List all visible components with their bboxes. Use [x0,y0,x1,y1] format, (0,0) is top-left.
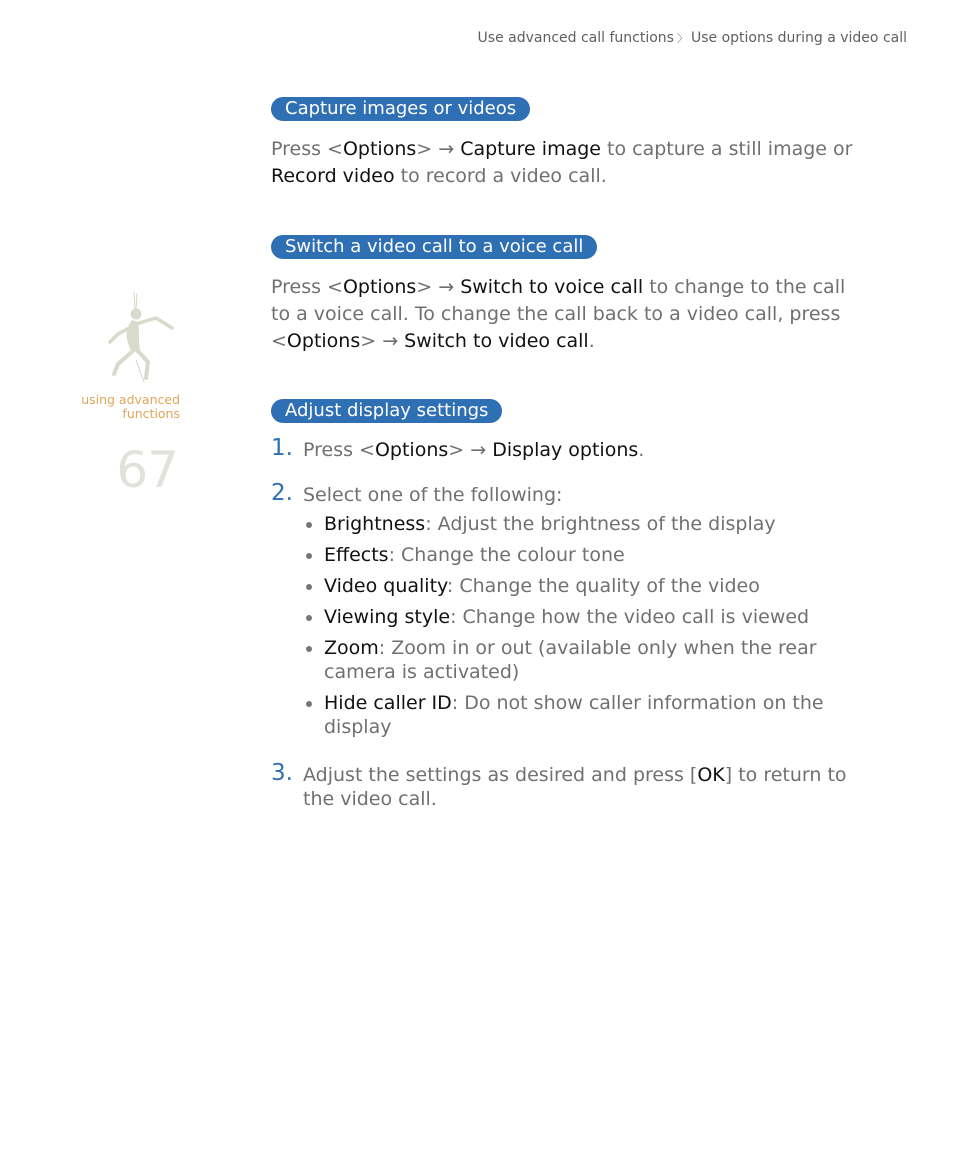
list-item: Zoom: Zoom in or out (available only when the rear camera is activated) [303,636,861,684]
header-section: Use advanced call functions [477,30,674,46]
step-number: 2. [271,480,293,506]
step-number: 1. [271,435,293,461]
option-term: Video quality [324,575,447,597]
header-subsection: Use options during a video call [690,30,907,46]
step-3: 3. Adjust the settings as desired and press [OK] to return to the video call. [271,760,847,810]
page-number: 67 [116,441,178,499]
option-term: Zoom [324,637,379,659]
list-item: Video quality: Change the quality of the video [303,574,861,598]
step-1: 1. Press <Options> → Display options. [271,435,645,461]
section-heading-display: Adjust display settings [271,399,502,423]
option-term: Hide caller ID [324,692,452,714]
menu-term: Switch to video call [404,330,589,352]
section-text-switch: Press <Options> → Switch to voice call to change to the call to a voice call. To change the call back to a video call, press <Options> → Switch to video call. [271,276,846,352]
menu-term: Display options [492,439,639,461]
list-item: Brightness: Adjust the brightness of the display [303,512,861,536]
list-item: Effects: Change the colour tone [303,543,861,567]
page-header [478,30,907,46]
menu-term: Options [286,330,361,352]
key-term: OK [697,764,725,786]
menu-term: Options [342,276,417,298]
step-number: 3. [271,760,293,786]
display-options-list [303,512,861,739]
option-term: Brightness [324,513,426,535]
section-heading-capture: Capture images or videos [271,97,530,121]
list-item: Hide caller ID: Do not show caller information on the display [303,691,861,739]
menu-term: Capture image [460,138,601,160]
menu-term: Switch to voice call [460,276,644,298]
menu-term: Record video [271,165,395,187]
side-label-line2: functions [122,406,180,421]
section-heading-switch: Switch a video call to a voice call [271,235,597,259]
side-label-line1: using advanced [81,392,180,407]
section-text-capture: Press <Options> → Capture image to capture a still image or Record video to record a video call. [271,138,853,187]
menu-term: Options [342,138,417,160]
step-2: 2. Select one of the following: Brightness: Adjust the brightness of the display Effects: Change the colour tone Video quality: Change the quality of the video Viewing style: Change how the video call is viewed Zoom: Zoom in or out (available only when the rear camera is activated) Hide caller ID: Do not show caller information on the display [271,483,861,746]
side-section-label [81,393,180,421]
menu-term: Options [374,439,449,461]
header-separator: 〉 [676,32,688,45]
option-term: Viewing style [324,606,451,628]
dancer-figure-icon [104,290,178,390]
list-item: Viewing style: Change how the video call is viewed [303,605,861,629]
option-term: Effects [324,544,389,566]
